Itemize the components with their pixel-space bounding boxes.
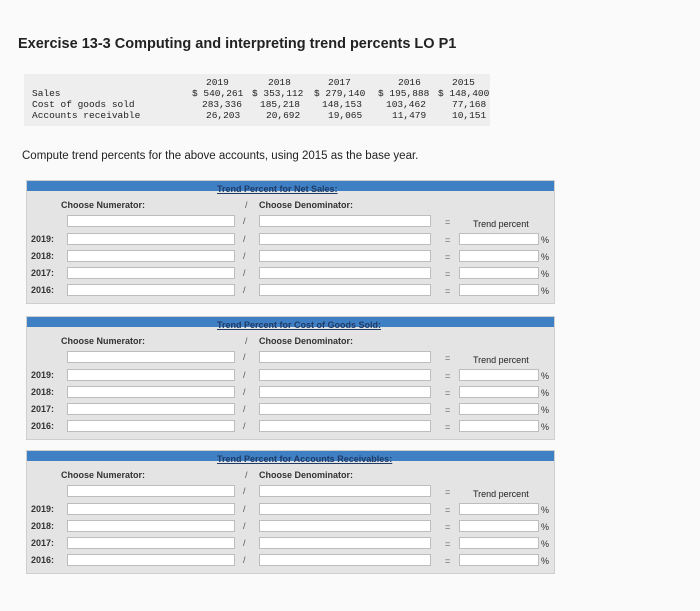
slash-symbol: / bbox=[243, 268, 246, 278]
trend-percent-input[interactable] bbox=[459, 537, 539, 549]
numerator-input[interactable] bbox=[67, 284, 235, 296]
percent-sign: % bbox=[541, 422, 550, 432]
trend-percent-header: Trend percent bbox=[473, 355, 529, 365]
trend-percent-input[interactable] bbox=[459, 403, 539, 415]
denominator-input[interactable] bbox=[259, 537, 431, 549]
year-label: 2019: bbox=[31, 234, 55, 244]
denominator-label: Choose Denominator: bbox=[259, 200, 354, 210]
year-label: 2017: bbox=[31, 538, 55, 548]
denominator-input[interactable] bbox=[259, 520, 431, 532]
denominator-input[interactable] bbox=[259, 403, 431, 415]
numerator-label: Choose Numerator: bbox=[61, 200, 146, 210]
denominator-select[interactable] bbox=[259, 215, 431, 227]
equals-symbol: = bbox=[445, 217, 451, 227]
percent-sign: % bbox=[541, 505, 550, 515]
percent-sign: % bbox=[541, 388, 550, 398]
slash-symbol: / bbox=[243, 352, 246, 362]
equals-symbol: = bbox=[445, 556, 451, 566]
slash-symbol: / bbox=[243, 387, 246, 397]
slash-symbol: / bbox=[245, 200, 248, 210]
slash-symbol: / bbox=[243, 421, 246, 431]
equals-symbol: = bbox=[445, 487, 451, 497]
denominator-select[interactable] bbox=[259, 485, 431, 497]
trend-percent-input[interactable] bbox=[459, 284, 539, 296]
row-label-sales: Sales bbox=[32, 88, 61, 99]
equals-symbol: = bbox=[445, 235, 451, 245]
numerator-input[interactable] bbox=[67, 403, 235, 415]
equals-symbol: = bbox=[445, 505, 451, 515]
year-label: 2017: bbox=[31, 268, 55, 278]
percent-sign: % bbox=[541, 539, 550, 549]
slash-symbol: / bbox=[243, 251, 246, 261]
year-header: 2015 bbox=[452, 77, 475, 88]
trend-panel bbox=[26, 450, 555, 574]
denominator-input[interactable] bbox=[259, 369, 431, 381]
table-cell: 10,151 bbox=[452, 110, 487, 121]
equals-symbol: = bbox=[445, 539, 451, 549]
trend-panel bbox=[26, 316, 555, 440]
year-label: 2019: bbox=[31, 370, 55, 380]
table-cell: 148,153 bbox=[322, 99, 362, 110]
slash-symbol: / bbox=[243, 555, 246, 565]
table-cell: 185,218 bbox=[260, 99, 300, 110]
slash-symbol: / bbox=[243, 504, 246, 514]
trend-percent-input[interactable] bbox=[459, 503, 539, 515]
slash-symbol: / bbox=[243, 486, 246, 496]
numerator-select[interactable] bbox=[67, 485, 235, 497]
year-label: 2018: bbox=[31, 387, 55, 397]
trend-percent-input[interactable] bbox=[459, 233, 539, 245]
year-header: 2018 bbox=[268, 77, 291, 88]
table-cell: 103,462 bbox=[386, 99, 426, 110]
year-label: 2016: bbox=[31, 285, 55, 295]
year-header: 2017 bbox=[328, 77, 351, 88]
year-label: 2016: bbox=[31, 555, 55, 565]
numerator-label: Choose Numerator: bbox=[61, 336, 146, 346]
row-label-ar: Accounts receivable bbox=[32, 110, 141, 121]
table-cell: 26,203 bbox=[206, 110, 241, 121]
instruction-text: Compute trend percents for the above accounts, using 2015 as the base year. bbox=[22, 150, 419, 162]
trend-percent-input[interactable] bbox=[459, 420, 539, 432]
table-cell: $ 195,888 bbox=[378, 88, 430, 99]
slash-symbol: / bbox=[243, 370, 246, 380]
equals-symbol: = bbox=[445, 269, 451, 279]
denominator-input[interactable] bbox=[259, 233, 431, 245]
table-cell: $ 353,112 bbox=[252, 88, 304, 99]
denominator-input[interactable] bbox=[259, 420, 431, 432]
slash-symbol: / bbox=[245, 470, 248, 480]
panel-title: Trend Percent for Accounts Receivables: bbox=[217, 454, 393, 464]
row-label-cogs: Cost of goods sold bbox=[32, 99, 135, 110]
numerator-input[interactable] bbox=[67, 369, 235, 381]
year-header: 2019 bbox=[206, 77, 229, 88]
numerator-input[interactable] bbox=[67, 233, 235, 245]
trend-percent-input[interactable] bbox=[459, 369, 539, 381]
year-label: 2018: bbox=[31, 251, 55, 261]
numerator-input[interactable] bbox=[67, 420, 235, 432]
percent-sign: % bbox=[541, 522, 550, 532]
trend-percent-input[interactable] bbox=[459, 267, 539, 279]
equals-symbol: = bbox=[445, 388, 451, 398]
equals-symbol: = bbox=[445, 522, 451, 532]
percent-sign: % bbox=[541, 235, 550, 245]
trend-percent-input[interactable] bbox=[459, 554, 539, 566]
slash-symbol: / bbox=[243, 234, 246, 244]
slash-symbol: / bbox=[243, 285, 246, 295]
denominator-input[interactable] bbox=[259, 267, 431, 279]
year-label: 2019: bbox=[31, 504, 55, 514]
table-cell: $ 279,140 bbox=[314, 88, 366, 99]
panel-title: Trend Percent for Cost of Goods Sold: bbox=[217, 320, 382, 330]
numerator-input[interactable] bbox=[67, 503, 235, 515]
trend-panel bbox=[26, 180, 555, 304]
numerator-input[interactable] bbox=[67, 250, 235, 262]
equals-symbol: = bbox=[445, 371, 451, 381]
table-cell: $ 540,261 bbox=[192, 88, 244, 99]
trend-percent-header: Trend percent bbox=[473, 489, 529, 499]
denominator-input[interactable] bbox=[259, 250, 431, 262]
trend-percent-input[interactable] bbox=[459, 520, 539, 532]
slash-symbol: / bbox=[243, 538, 246, 548]
slash-symbol: / bbox=[243, 216, 246, 226]
numerator-input[interactable] bbox=[67, 267, 235, 279]
numerator-label: Choose Numerator: bbox=[61, 470, 146, 480]
equals-symbol: = bbox=[445, 405, 451, 415]
table-cell: 19,065 bbox=[328, 110, 363, 121]
equals-symbol: = bbox=[445, 252, 451, 262]
denominator-input[interactable] bbox=[259, 386, 431, 398]
slash-symbol: / bbox=[243, 404, 246, 414]
year-label: 2016: bbox=[31, 421, 55, 431]
trend-percent-input[interactable] bbox=[459, 250, 539, 262]
year-label: 2018: bbox=[31, 521, 55, 531]
panel-title: Trend Percent for Net Sales: bbox=[217, 184, 338, 194]
denominator-label: Choose Denominator: bbox=[259, 336, 354, 346]
percent-sign: % bbox=[541, 371, 550, 381]
slash-symbol: / bbox=[245, 336, 248, 346]
table-cell: 20,692 bbox=[266, 110, 301, 121]
table-cell: 283,336 bbox=[202, 99, 242, 110]
year-label: 2017: bbox=[31, 404, 55, 414]
year-header: 2016 bbox=[398, 77, 421, 88]
denominator-select[interactable] bbox=[259, 351, 431, 363]
numerator-select[interactable] bbox=[67, 215, 235, 227]
numerator-input[interactable] bbox=[67, 554, 235, 566]
table-cell: 77,168 bbox=[452, 99, 487, 110]
percent-sign: % bbox=[541, 405, 550, 415]
percent-sign: % bbox=[541, 556, 550, 566]
percent-sign: % bbox=[541, 252, 550, 262]
numerator-input[interactable] bbox=[67, 520, 235, 532]
table-cell: $ 148,400 bbox=[438, 88, 490, 99]
equals-symbol: = bbox=[445, 353, 451, 363]
denominator-input[interactable] bbox=[259, 284, 431, 296]
slash-symbol: / bbox=[243, 521, 246, 531]
numerator-input[interactable] bbox=[67, 537, 235, 549]
equals-symbol: = bbox=[445, 286, 451, 296]
equals-symbol: = bbox=[445, 422, 451, 432]
denominator-label: Choose Denominator: bbox=[259, 470, 354, 480]
denominator-input[interactable] bbox=[259, 503, 431, 515]
data-table bbox=[24, 74, 490, 126]
page-title: Exercise 13-3 Computing and interpreting trend percents LO P1 bbox=[18, 36, 457, 52]
percent-sign: % bbox=[541, 286, 550, 296]
percent-sign: % bbox=[541, 269, 550, 279]
denominator-input[interactable] bbox=[259, 554, 431, 566]
numerator-input[interactable] bbox=[67, 386, 235, 398]
trend-percent-input[interactable] bbox=[459, 386, 539, 398]
table-cell: 11,479 bbox=[392, 110, 427, 121]
numerator-select[interactable] bbox=[67, 351, 235, 363]
trend-percent-header: Trend percent bbox=[473, 219, 529, 229]
